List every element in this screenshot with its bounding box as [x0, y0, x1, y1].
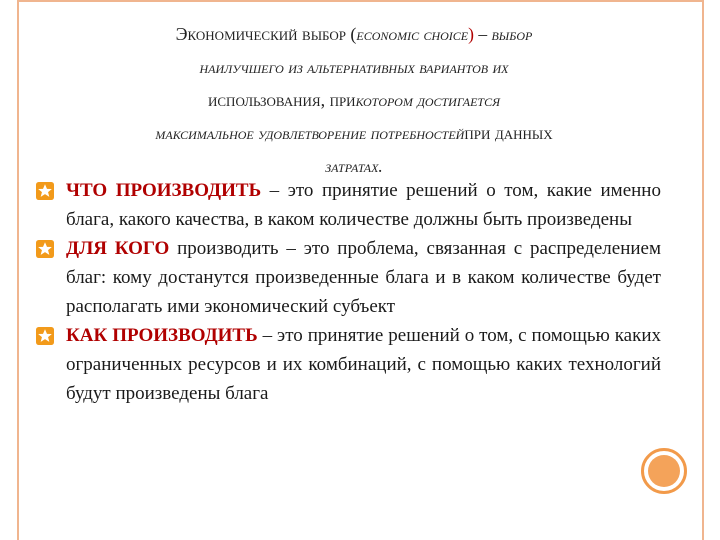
title-line-3a: использования, при [208, 90, 356, 110]
orange-star-icon [36, 240, 54, 258]
bullet-key: КАК ПРОИЗВОДИТЬ [66, 325, 258, 346]
slide-title [30, 18, 678, 183]
orange-star-icon [36, 327, 54, 345]
title-line-3 [30, 84, 678, 117]
bullet-how-to-produce [36, 321, 661, 408]
bullet-key: ЧТО ПРОИЗВОДИТЬ [66, 180, 262, 201]
slide-frame-left [17, 0, 19, 540]
title-line-3b: котором достигается [355, 90, 500, 110]
slide-frame-top [17, 0, 704, 2]
title-line-5: затратах. [325, 156, 383, 176]
title-line-4a: максимальное удовлетворение потребностей [155, 123, 465, 143]
bullet-list [36, 176, 661, 408]
title-open-paren: ( [350, 24, 357, 44]
slide-frame-right [702, 0, 704, 540]
orange-star-icon [36, 182, 54, 200]
title-line-4 [30, 117, 678, 150]
bullet-for-whom [36, 234, 661, 321]
title-line-2: наилучшего из альтернативных вариантов их [199, 57, 509, 77]
title-close-paren: ) [468, 24, 474, 44]
bullet-key: ДЛЯ КОГО [66, 238, 170, 259]
bullet-text: производить – это проблема, связанная с распределением благ: кому достанутся произведенные блага и в каком количестве будет располагать ими экономический субъект [66, 238, 661, 317]
decorative-circle [641, 448, 687, 494]
title-line-4b: при данных [464, 123, 553, 143]
bullet-text: – это принятие решений о том, с помощью каких ограниченных ресурсов и их комбинаций, с помощью каких технологий будут произведены блага [66, 325, 661, 404]
title-line-1 [30, 18, 678, 51]
bullet-text: – это принятие решений о том, какие именно блага, какого качества, в каком количестве должны быть произведены [66, 180, 661, 230]
title-definition-start: – выбор [478, 24, 533, 44]
title-term: Экономический выбор [175, 24, 347, 44]
title-term-en: economic choice [356, 24, 469, 44]
bullet-what-to-produce [36, 176, 661, 234]
